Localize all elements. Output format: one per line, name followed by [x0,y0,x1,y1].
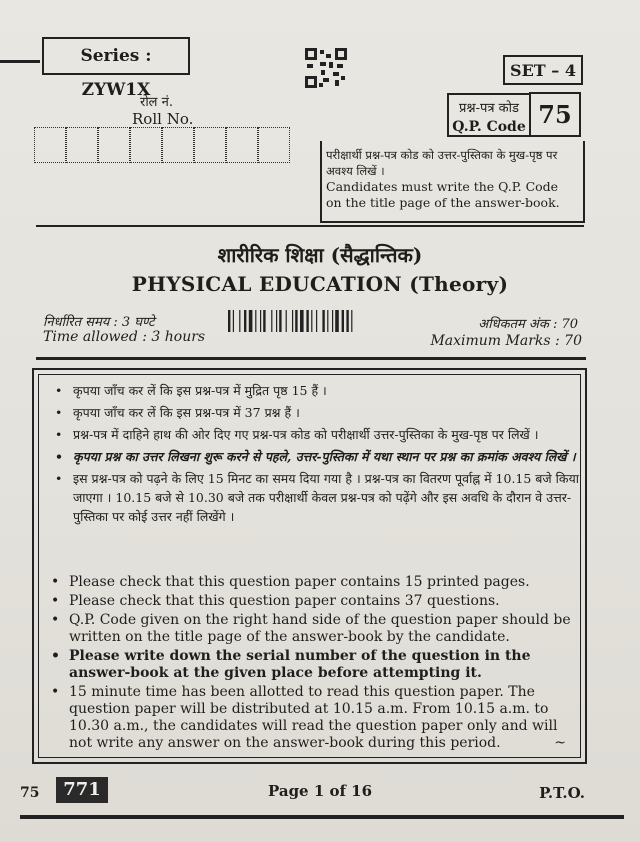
instruction-item [43,612,581,646]
instruction-item [43,574,581,591]
roll-number-boxes [34,127,290,163]
qp-code-label-hindi: प्रश्न-पत्र कोड [459,101,519,116]
instruction-item [43,684,581,752]
instruction-text: Q.P. Code given on the right hand side of the question paper should be written on the title page of the answer-book by the candidate. [69,612,571,645]
roll-digit-box[interactable] [98,127,130,163]
set-box: SET – 4 [503,55,583,85]
meta-divider [36,357,586,360]
bullet-icon: • [51,684,60,700]
instruction-item [51,381,583,400]
roll-label-hindi: रोल नं. [140,95,173,110]
top-left-rule [0,60,40,63]
roll-digit-box[interactable] [34,127,66,163]
roll-digit-box[interactable] [66,127,98,163]
instruction-item [43,648,581,682]
footer-paper-number: 75 [20,785,40,801]
note-hindi: परीक्षार्थी प्रश्न-पत्र कोड को उत्तर-पुस्तिका के मुख-पृष्ठ पर अवश्य लिखें । [326,148,558,178]
qr-code-icon [305,48,347,88]
roll-digit-box[interactable] [226,127,258,163]
series-box: Series : ZYW1X [42,37,190,75]
note-english: Candidates must write the Q.P. Code on the title page of the answer-book. [326,179,560,210]
instruction-text: Please check that this question paper contains 15 printed pages. [69,574,530,590]
instruction-text: प्रश्न-पत्र में दाहिने हाथ की ओर दिए गए प्रश्न-पत्र कोड को परीक्षार्थी उत्तर-पुस्तिका के मुख-पृष्ठ पर लिखें । [73,427,539,442]
qp-code-label [447,93,529,137]
instruction-text: कृपया प्रश्न का उत्तर लिखना शुरू करने से पहले, उत्तर-पुस्तिका में यथा स्थान पर प्रश्न का क्रमांक अवश्य लिखें । [73,449,576,464]
instruction-text: इस प्रश्न-पत्र को पढ़ने के लिए 15 मिनट का समय दिया गया है । प्रश्न-पत्र का वितरण पूर्वाह्न में 10.15 बजे किया जाएगा । 10.15 बजे से 10.30 बजे तक परीक्षार्थी केवल प्रश्न-पत्र को पढ़ेंगे और इस अवधि के दौरान वे उत्तर-पुस्तिका पर कोई उत्तर नहीं लिखेंगे । [73,471,580,524]
max-marks: Maximum Marks : 70 [430,333,582,349]
instructions-inner-border [38,374,581,758]
bullet-icon: • [51,612,60,628]
bullet-icon: • [55,405,63,420]
bullet-icon: • [51,648,60,664]
qp-code-note [320,141,585,223]
instruction-item [51,469,583,526]
roll-digit-box[interactable] [130,127,162,163]
instruction-text: कृपया जाँच कर लें कि इस प्रश्न-पत्र में मुद्रित पृष्ठ 15 हैं । [73,383,327,398]
instruction-text: Please write down the serial number of the question in the answer-book at the given place before attempting it. [69,648,531,681]
instruction-text: 15 minute time has been allotted to read this question paper. The question paper will be distributed at 10.15 a.m. From 10.15 a.m. to 10.30 a.m., the candidates will read the question paper only and will not write any answer on the answer-book during this period. [69,684,558,751]
roll-digit-box[interactable] [162,127,194,163]
roll-digit-box[interactable] [194,127,226,163]
bullet-icon: • [55,449,63,464]
bullet-icon: • [55,383,63,398]
instructions-hindi-list [51,381,583,529]
instructions-english-list [43,574,581,754]
subject-title: PHYSICAL EDUCATION (Theory) [131,272,509,296]
bullet-icon: • [55,471,63,486]
bullet-icon: • [51,574,60,590]
instruction-item [43,593,581,610]
qp-code-value: 75 [529,92,581,137]
roll-digit-box[interactable] [258,127,290,163]
header-divider [36,225,584,227]
footer-code-badge: 771 [56,777,108,803]
footer-rule [20,815,624,819]
bullet-icon: • [55,427,63,442]
instruction-item [51,403,583,422]
instruction-text: Please check that this question paper contains 37 questions. [69,593,500,609]
instructions-box [32,368,587,764]
max-marks-hindi: अधिकतम अंक : 70 [478,317,578,332]
roll-label: Roll No. [132,110,194,128]
instruction-item [51,447,583,466]
subject-title-hindi: शारीरिक शिक्षा (सैद्धान्तिक) [217,243,423,267]
pto-label: P.T.O. [539,784,585,802]
continuation-mark: ~ [554,735,566,751]
page-number: Page 1 of 16 [267,782,373,800]
barcode-icon [228,310,398,332]
time-allowed: Time allowed : 3 hours [43,329,206,345]
bullet-icon: • [51,593,60,609]
instruction-text: कृपया जाँच कर लें कि इस प्रश्न-पत्र में 37 प्रश्न हैं । [73,405,300,420]
instruction-item [51,425,583,444]
qp-code-label-english: Q.P. Code [452,119,526,135]
time-allowed-hindi: निर्धारित समय : 3 घण्टे [43,315,155,330]
